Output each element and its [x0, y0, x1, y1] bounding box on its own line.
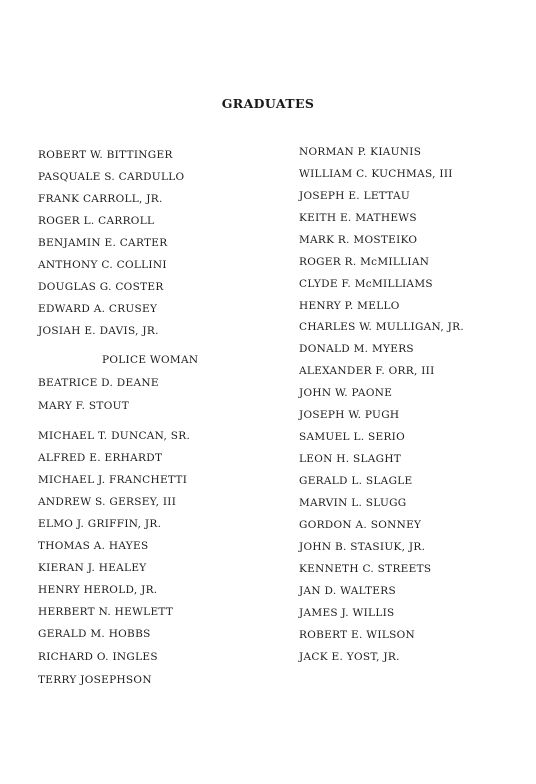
graduate-name: BEATRICE D. DEANE: [38, 377, 159, 389]
page-title: GRADUATES: [221, 96, 315, 111]
graduate-name: GERALD M. HOBBS: [38, 628, 151, 640]
graduate-name: RICHARD O. INGLES: [38, 651, 158, 663]
graduate-name: JAN D. WALTERS: [299, 585, 396, 597]
graduate-name: BENJAMIN E. CARTER: [38, 237, 168, 249]
graduate-name: JOSEPH E. LETTAU: [299, 190, 411, 202]
graduate-name: ALEXANDER F. ORR, III: [299, 365, 435, 377]
graduate-name: GORDON A. SONNEY: [299, 519, 422, 531]
graduate-name: KEITH E. MATHEWS: [299, 212, 417, 224]
graduate-name: KIERAN J. HEALEY: [38, 562, 147, 574]
graduate-name: JOSIAH E. DAVIS, JR.: [38, 325, 159, 337]
graduate-name: JACK E. YOST, JR.: [299, 651, 400, 663]
graduate-name: ELMO J. GRIFFIN, JR.: [38, 518, 162, 530]
graduate-name: ALFRED E. ERHARDT: [38, 452, 163, 464]
graduate-name: FRANK CARROLL, JR.: [38, 193, 163, 205]
graduate-name: MICHAEL J. FRANCHETTI: [38, 474, 188, 486]
graduate-name: JOHN B. STASIUK, JR.: [299, 541, 426, 553]
graduate-name: CLYDE F. McMILLIAMS: [299, 278, 433, 290]
graduate-name: HENRY P. MELLO: [299, 300, 400, 312]
graduate-name: SAMUEL L. SERIO: [299, 431, 406, 443]
graduate-name: HERBERT N. HEWLETT: [38, 606, 174, 618]
graduate-name: NORMAN P. KIAUNIS: [299, 146, 422, 158]
graduate-name: ANTHONY C. COLLINI: [38, 259, 167, 271]
graduate-name: ROGER L. CARROLL: [38, 215, 155, 227]
graduate-name: JOHN W. PAONE: [299, 387, 393, 399]
graduate-name: MARVIN L. SLUGG: [299, 497, 407, 509]
graduate-name: WILLIAM C. KUCHMAS, III: [299, 168, 453, 180]
graduate-name: MARY F. STOUT: [38, 400, 130, 412]
graduate-name: MICHAEL T. DUNCAN, SR.: [38, 430, 191, 442]
graduate-name: ROBERT E. WILSON: [299, 629, 415, 641]
section-subheading: POLICE WOMAN: [102, 354, 199, 366]
graduate-name: GERALD L. SLAGLE: [299, 475, 413, 487]
graduate-name: HENRY HEROLD, JR.: [38, 584, 158, 596]
graduate-name: DOUGLAS G. COSTER: [38, 281, 164, 293]
graduate-name: EDWARD A. CRUSEY: [38, 303, 158, 315]
graduate-name: ROGER R. McMILLIAN: [299, 256, 430, 268]
graduate-name: PASQUALE S. CARDULLO: [38, 171, 185, 183]
graduate-name: MARK R. MOSTEIKO: [299, 234, 418, 246]
graduate-name: TERRY JOSEPHSON: [38, 674, 152, 686]
graduate-name: JOSEPH W. PUGH: [299, 409, 400, 421]
graduate-name: LEON H. SLAGHT: [299, 453, 402, 465]
graduate-name: ROBERT W. BITTINGER: [38, 149, 173, 161]
graduate-name: DONALD M. MYERS: [299, 343, 414, 355]
graduate-name: JAMES J. WILLIS: [299, 607, 395, 619]
graduate-name: CHARLES W. MULLIGAN, JR.: [299, 321, 464, 333]
graduate-name: THOMAS A. HAYES: [38, 540, 149, 552]
graduate-name: ANDREW S. GERSEY, III: [38, 496, 177, 508]
graduate-name: KENNETH C. STREETS: [299, 563, 432, 575]
